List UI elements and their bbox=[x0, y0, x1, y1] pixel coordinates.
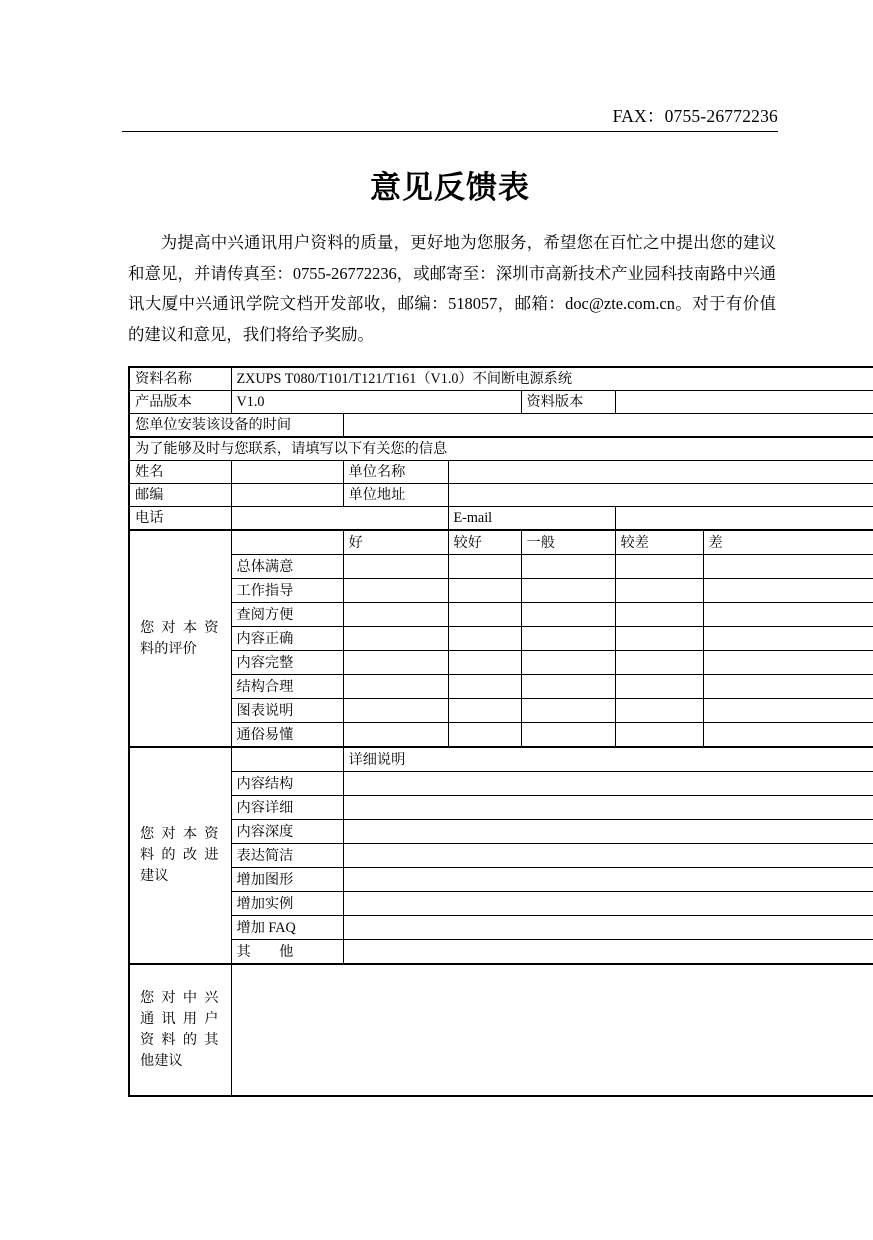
table-row bbox=[129, 747, 873, 772]
evaluation-corner-cell bbox=[231, 530, 343, 555]
improvement-detail-cell[interactable] bbox=[343, 916, 873, 940]
other-suggestions-side-label-line: 他建议 bbox=[140, 1053, 183, 1069]
evaluation-row-label: 图表说明 bbox=[231, 699, 343, 723]
table-row bbox=[129, 391, 873, 414]
evaluation-row-label: 总体满意 bbox=[231, 555, 343, 579]
doc-version-value[interactable] bbox=[615, 391, 873, 414]
rating-cell-good[interactable] bbox=[343, 675, 448, 699]
table-row bbox=[129, 772, 873, 796]
doc-name-label: 资料名称 bbox=[129, 367, 231, 391]
improvement-side-label bbox=[129, 747, 231, 964]
table-row bbox=[129, 868, 873, 892]
improvement-row-label: 内容深度 bbox=[231, 820, 343, 844]
table-row bbox=[129, 555, 873, 579]
rating-cell-average[interactable] bbox=[521, 723, 615, 748]
phone-value[interactable] bbox=[231, 507, 448, 531]
rating-cell-fairly-good[interactable] bbox=[448, 579, 521, 603]
doc-version-label: 资料版本 bbox=[521, 391, 615, 414]
table-row bbox=[129, 699, 873, 723]
improvement-corner-cell bbox=[231, 747, 343, 772]
company-label: 单位名称 bbox=[343, 461, 448, 484]
page-title: 意见反馈表 bbox=[370, 170, 530, 206]
rating-cell-fairly-poor[interactable] bbox=[615, 675, 703, 699]
table-row bbox=[129, 414, 873, 438]
rating-cell-average[interactable] bbox=[521, 699, 615, 723]
install-time-value[interactable] bbox=[343, 414, 873, 438]
improvement-row-label: 其 他 bbox=[231, 940, 343, 965]
table-row bbox=[129, 892, 873, 916]
intro-paragraph: 为提高中兴通讯用户资料的质量，更好地为您服务，希望您在百忙之中提出您的建议和意见，并请传真至：0755-26772236，或邮寄至：深圳市高新技术产业园科技南路中兴通讯大厦中兴通讯学院文档开发部收，邮编：518057，邮箱：doc@zte.com.cn。对于有价值的建议和意见，我们将给予奖励。 bbox=[128, 233, 776, 344]
rating-cell-fairly-poor[interactable] bbox=[615, 603, 703, 627]
improvement-detail-cell[interactable] bbox=[343, 844, 873, 868]
other-suggestions-side-label-line: 通讯用户 bbox=[140, 1011, 219, 1027]
rating-cell-fairly-good[interactable] bbox=[448, 651, 521, 675]
rating-cell-average[interactable] bbox=[521, 603, 615, 627]
rating-cell-average[interactable] bbox=[521, 555, 615, 579]
product-version-label: 产品版本 bbox=[129, 391, 231, 414]
rating-cell-fairly-poor[interactable] bbox=[615, 651, 703, 675]
table-row bbox=[129, 484, 873, 507]
improvement-detail-header: 详细说明 bbox=[343, 747, 873, 772]
rating-cell-good[interactable] bbox=[343, 723, 448, 748]
other-suggestions-side-label bbox=[129, 964, 231, 1096]
rating-cell-poor[interactable] bbox=[703, 675, 873, 699]
evaluation-row-label: 工作指导 bbox=[231, 579, 343, 603]
rating-cell-good[interactable] bbox=[343, 651, 448, 675]
phone-label: 电话 bbox=[129, 507, 231, 531]
company-value[interactable] bbox=[448, 461, 873, 484]
rating-cell-poor[interactable] bbox=[703, 723, 873, 748]
rating-cell-fairly-poor[interactable] bbox=[615, 723, 703, 748]
table-row bbox=[129, 796, 873, 820]
improvement-row-label: 表达简洁 bbox=[231, 844, 343, 868]
rating-cell-fairly-good[interactable] bbox=[448, 675, 521, 699]
rating-cell-fairly-poor[interactable] bbox=[615, 699, 703, 723]
rating-header-average: 一般 bbox=[521, 530, 615, 555]
table-row bbox=[129, 675, 873, 699]
improvement-detail-cell[interactable] bbox=[343, 796, 873, 820]
email-value[interactable] bbox=[615, 507, 873, 531]
rating-cell-average[interactable] bbox=[521, 675, 615, 699]
rating-cell-fairly-good[interactable] bbox=[448, 723, 521, 748]
improvement-detail-cell[interactable] bbox=[343, 820, 873, 844]
rating-cell-poor[interactable] bbox=[703, 699, 873, 723]
rating-cell-average[interactable] bbox=[521, 651, 615, 675]
rating-cell-good[interactable] bbox=[343, 699, 448, 723]
table-row bbox=[129, 723, 873, 748]
rating-cell-fairly-poor[interactable] bbox=[615, 555, 703, 579]
table-row bbox=[129, 916, 873, 940]
evaluation-side-label-line: 您对本资 bbox=[140, 619, 219, 636]
evaluation-row-label: 结构合理 bbox=[231, 675, 343, 699]
evaluation-side-label-line: 料的评价 bbox=[140, 640, 197, 657]
improvement-row-label: 增加 FAQ bbox=[231, 916, 343, 940]
rating-cell-good[interactable] bbox=[343, 603, 448, 627]
address-value[interactable] bbox=[448, 484, 873, 507]
table-row bbox=[129, 940, 873, 965]
rating-header-fairly-poor: 较差 bbox=[615, 530, 703, 555]
rating-cell-fairly-poor[interactable] bbox=[615, 579, 703, 603]
improvement-row-label: 内容结构 bbox=[231, 772, 343, 796]
table-row bbox=[129, 820, 873, 844]
rating-cell-poor[interactable] bbox=[703, 627, 873, 651]
evaluation-row-label: 查阅方便 bbox=[231, 603, 343, 627]
postcode-value[interactable] bbox=[231, 484, 343, 507]
doc-name-value[interactable]: ZXUPS T080/T101/T121/T161（V1.0）不间断电源系统 bbox=[231, 367, 873, 391]
contact-banner: 为了能够及时与您联系，请填写以下有关您的信息 bbox=[129, 437, 873, 461]
table-row bbox=[129, 579, 873, 603]
table-row bbox=[129, 627, 873, 651]
rating-cell-average[interactable] bbox=[521, 579, 615, 603]
address-label: 单位地址 bbox=[343, 484, 448, 507]
rating-header-poor: 差 bbox=[703, 530, 873, 555]
rating-cell-fairly-good[interactable] bbox=[448, 603, 521, 627]
rating-cell-fairly-good[interactable] bbox=[448, 699, 521, 723]
fax-number-text: FAX：0755-26772236 bbox=[612, 106, 778, 126]
header-divider bbox=[122, 131, 778, 132]
table-row bbox=[129, 507, 873, 531]
improvement-detail-cell[interactable] bbox=[343, 772, 873, 796]
rating-cell-good[interactable] bbox=[343, 627, 448, 651]
other-suggestions-side-label-line: 您对中兴 bbox=[140, 990, 219, 1006]
product-version-value[interactable]: V1.0 bbox=[231, 391, 521, 414]
rating-cell-average[interactable] bbox=[521, 627, 615, 651]
evaluation-row-label: 内容完整 bbox=[231, 651, 343, 675]
name-label: 姓名 bbox=[129, 461, 231, 484]
rating-cell-poor[interactable] bbox=[703, 555, 873, 579]
evaluation-side-label bbox=[129, 530, 231, 747]
improvement-side-label-line: 料的改进 bbox=[140, 847, 219, 863]
email-label: E-mail bbox=[448, 507, 615, 531]
rating-cell-poor[interactable] bbox=[703, 603, 873, 627]
rating-cell-good[interactable] bbox=[343, 555, 448, 579]
improvement-side-label-line: 建议 bbox=[140, 868, 169, 884]
table-row bbox=[129, 461, 873, 484]
table-row bbox=[129, 964, 873, 1096]
other-suggestions-value[interactable] bbox=[231, 964, 873, 1096]
name-value[interactable] bbox=[231, 461, 343, 484]
rating-header-good: 好 bbox=[343, 530, 448, 555]
improvement-detail-cell[interactable] bbox=[343, 940, 873, 965]
other-suggestions-side-label-line: 资料的其 bbox=[140, 1032, 219, 1048]
evaluation-row-label: 通俗易懂 bbox=[231, 723, 343, 748]
table-row bbox=[129, 651, 873, 675]
improvement-side-label-line: 您对本资 bbox=[140, 826, 219, 842]
improvement-row-label: 增加实例 bbox=[231, 892, 343, 916]
table-row bbox=[129, 367, 873, 391]
evaluation-row-label: 内容正确 bbox=[231, 627, 343, 651]
table-row bbox=[129, 603, 873, 627]
improvement-detail-cell[interactable] bbox=[343, 868, 873, 892]
feedback-form-table bbox=[128, 366, 873, 1097]
postcode-label: 邮编 bbox=[129, 484, 231, 507]
improvement-detail-cell[interactable] bbox=[343, 892, 873, 916]
improvement-row-label: 内容详细 bbox=[231, 796, 343, 820]
rating-cell-poor[interactable] bbox=[703, 579, 873, 603]
rating-cell-fairly-good[interactable] bbox=[448, 555, 521, 579]
rating-header-fairly-good: 较好 bbox=[448, 530, 521, 555]
rating-cell-poor[interactable] bbox=[703, 651, 873, 675]
install-time-label: 您单位安装该设备的时间 bbox=[129, 414, 343, 438]
table-row bbox=[129, 530, 873, 555]
table-row bbox=[129, 844, 873, 868]
rating-cell-fairly-good[interactable] bbox=[448, 627, 521, 651]
page-header bbox=[122, 104, 778, 132]
rating-cell-good[interactable] bbox=[343, 579, 448, 603]
improvement-row-label: 增加图形 bbox=[231, 868, 343, 892]
table-row bbox=[129, 437, 873, 461]
rating-cell-fairly-poor[interactable] bbox=[615, 627, 703, 651]
